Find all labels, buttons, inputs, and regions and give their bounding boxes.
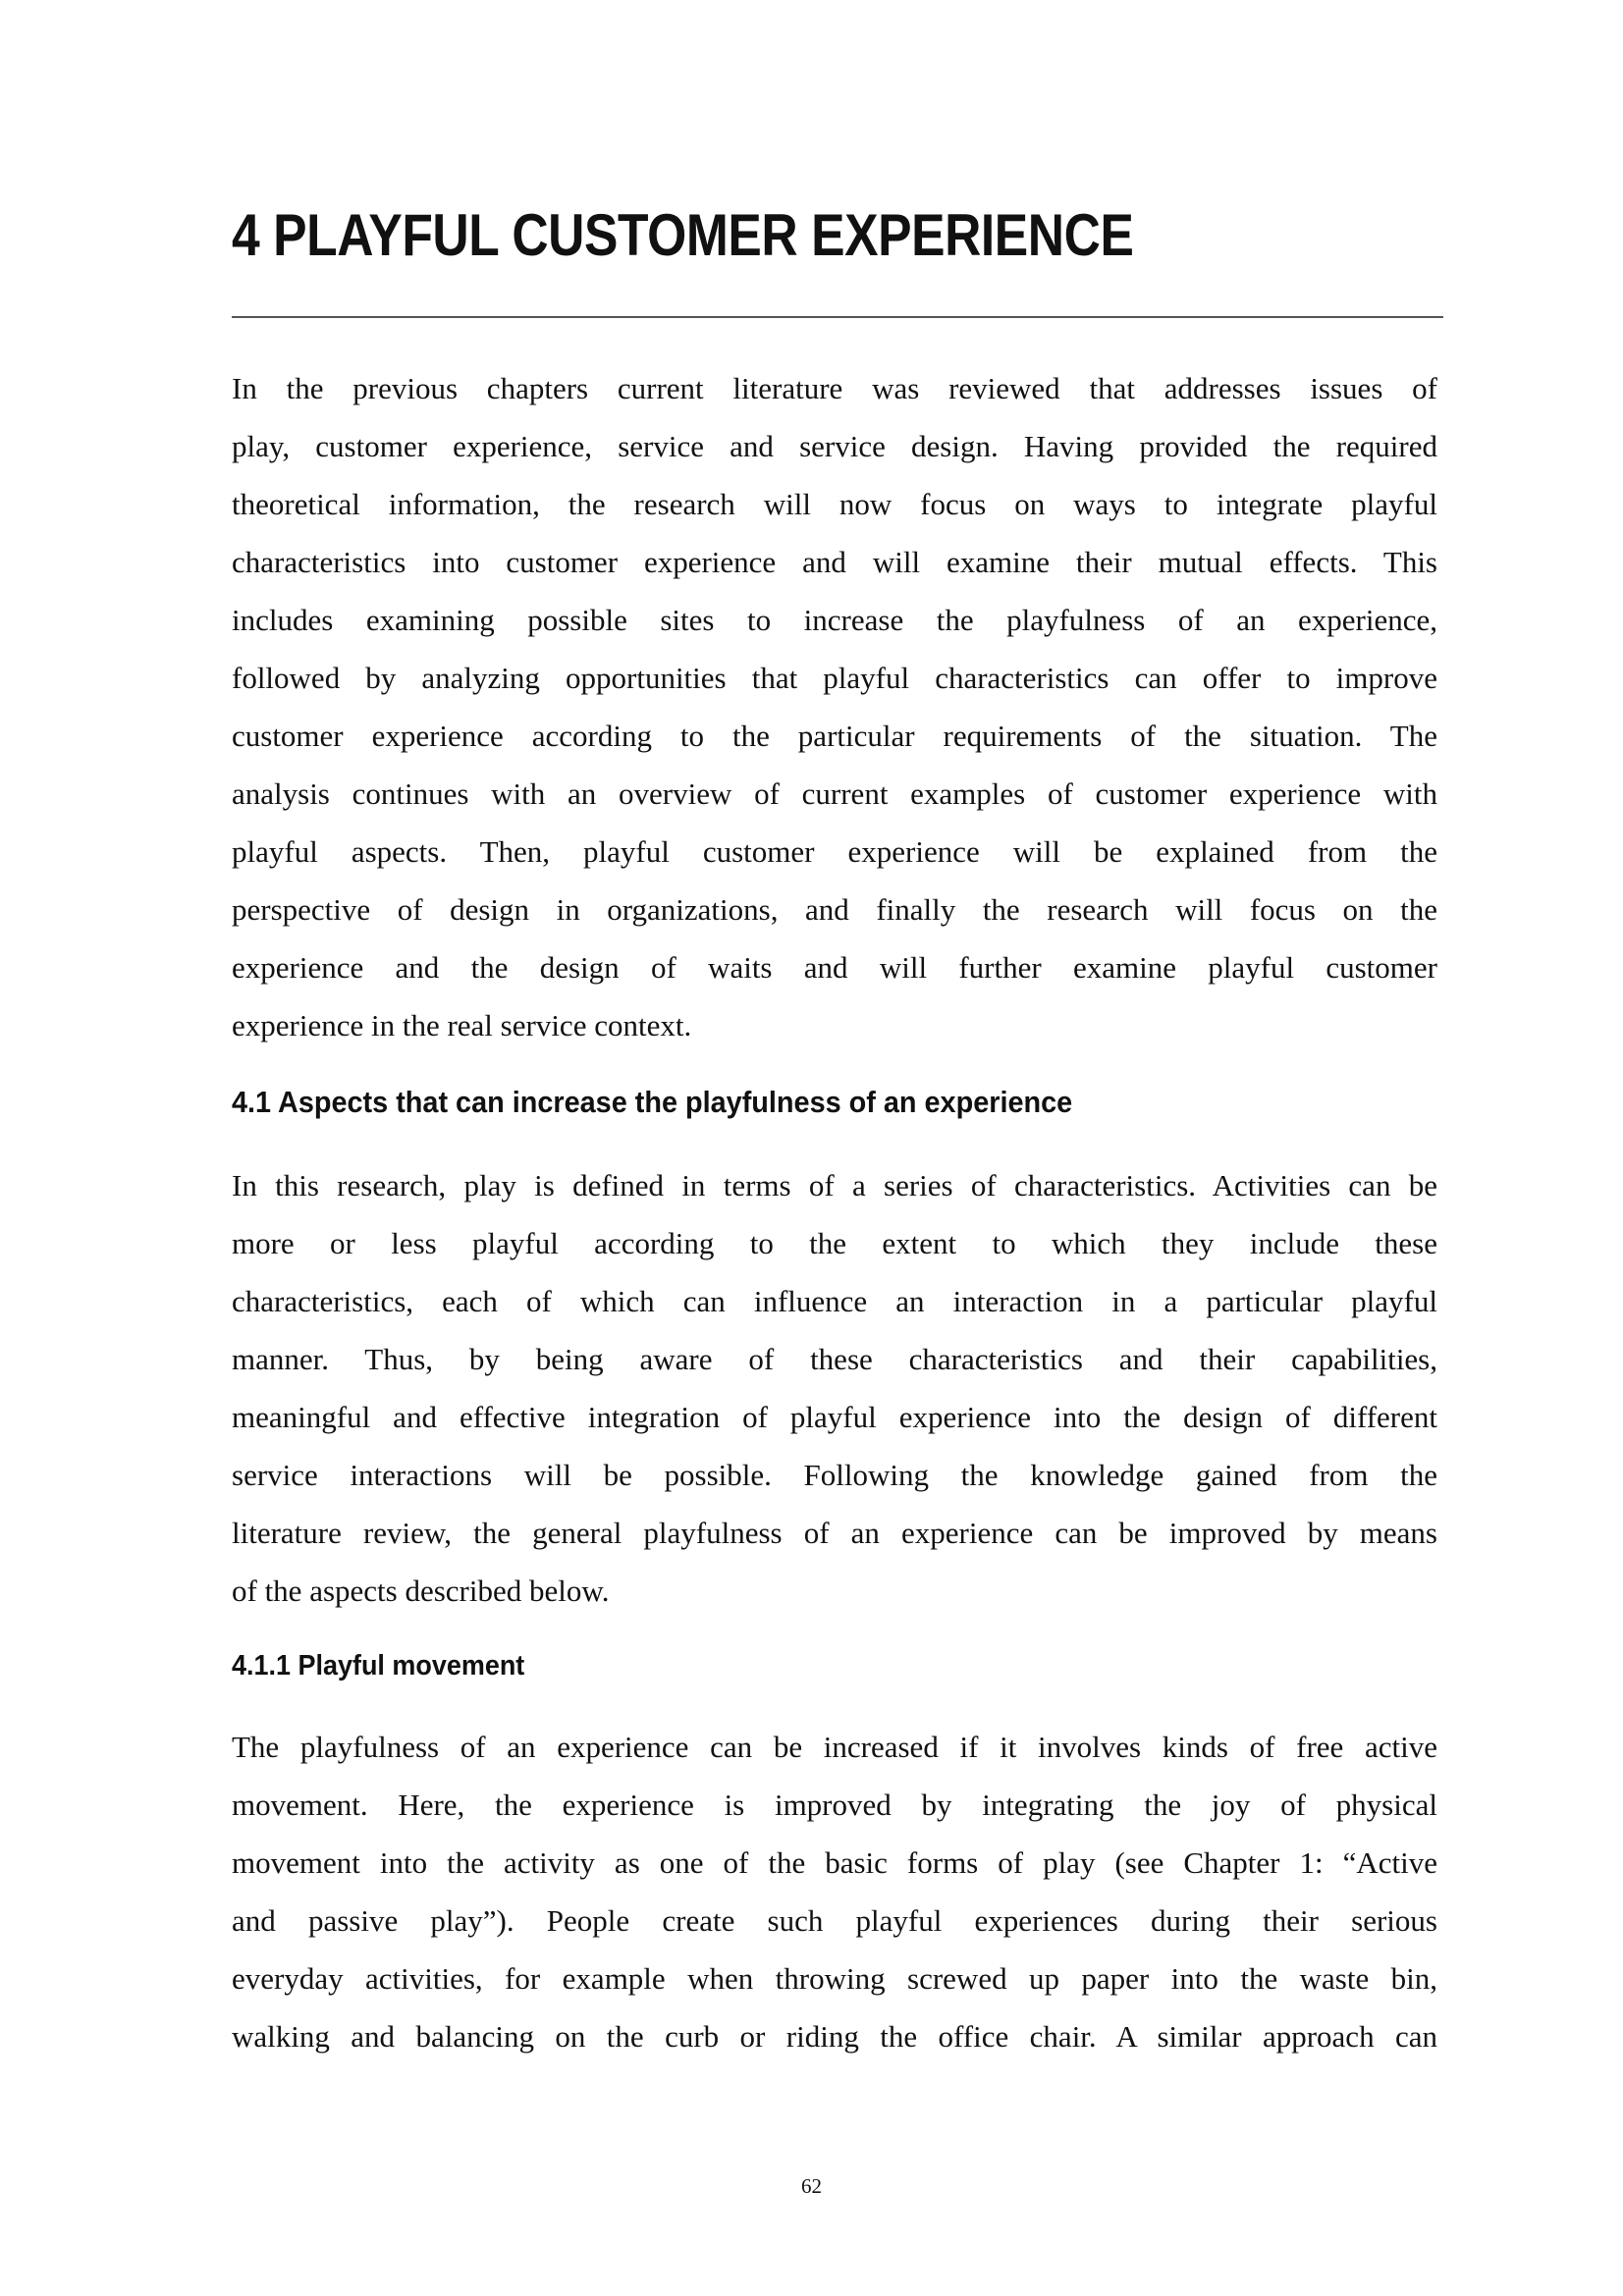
text-line: movement into the activity as one of the basic forms of play (see Chapter 1: “Active (232, 1845, 1437, 1880)
text-line: In the previous chapters current literature was reviewed that addresses issues of (232, 371, 1437, 405)
text-line: literature review, the general playfulness of an experience can be improved by means (232, 1516, 1437, 1550)
text-line: meaningful and effective integration of playful experience into the design of different (232, 1400, 1437, 1434)
section-heading: 4.1 Aspects that can increase the playfulness of an experience (232, 1085, 1073, 1119)
text-line: experience and the design of waits and will further examine playful customer (232, 950, 1437, 985)
text-line: The playfulness of an experience can be increased if it involves kinds of free active (232, 1730, 1437, 1764)
subsection-heading: 4.1.1 Playful movement (232, 1650, 525, 1682)
paragraph-intro (232, 359, 1437, 1054)
text-line: followed by analyzing opportunities that playful characteristics can offer to improve (232, 661, 1437, 695)
paragraph-aspects (232, 1156, 1437, 1620)
title-divider (232, 316, 1443, 318)
paragraph-movement (232, 1718, 1437, 2065)
text-line: analysis continues with an overview of current examples of customer experience with (232, 776, 1437, 811)
chapter-title: 4 PLAYFUL CUSTOMER EXPERIENCE (232, 202, 1134, 268)
text-line: characteristics, each of which can influence an interaction in a particular playful (232, 1284, 1437, 1318)
text-line: In this research, play is defined in terms of a series of characteristics. Activities can be (232, 1168, 1437, 1202)
text-line: walking and balancing on the curb or riding the office chair. A similar approach can (232, 2019, 1437, 2054)
text-line: service interactions will be possible. Following the knowledge gained from the (232, 1458, 1437, 1492)
text-line: manner. Thus, by being aware of these characteristics and their capabilities, (232, 1342, 1437, 1376)
text-line: perspective of design in organizations, and finally the research will focus on the (232, 892, 1437, 927)
text-line: characteristics into customer experience and will examine their mutual effects. This (232, 545, 1437, 579)
text-line: everyday activities, for example when throwing screwed up paper into the waste bin, (232, 1961, 1437, 1996)
text-line: includes examining possible sites to increase the playfulness of an experience, (232, 603, 1437, 637)
text-line: experience in the real service context. (232, 1008, 692, 1042)
page-number: 62 (801, 2174, 822, 2198)
text-line: of the aspects described below. (232, 1574, 610, 1608)
text-line: playful aspects. Then, playful customer experience will be explained from the (232, 834, 1437, 869)
text-line: theoretical information, the research will now focus on ways to integrate playful (232, 487, 1437, 521)
text-line: customer experience according to the particular requirements of the situation. The (232, 719, 1437, 753)
text-line: more or less playful according to the extent to which they include these (232, 1226, 1437, 1260)
text-line: movement. Here, the experience is improved by integrating the joy of physical (232, 1788, 1437, 1822)
text-line: and passive play”). People create such playful experiences during their serious (232, 1903, 1437, 1938)
text-line: play, customer experience, service and service design. Having provided the required (232, 429, 1437, 463)
